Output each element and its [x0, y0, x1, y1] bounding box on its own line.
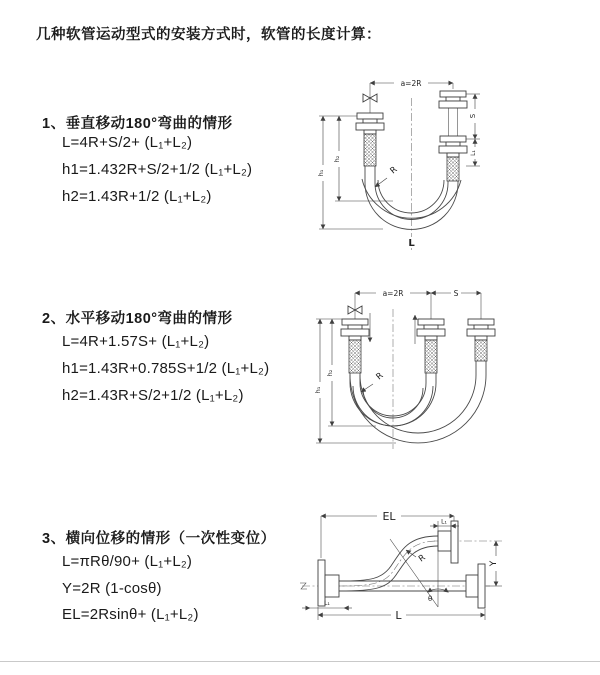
left-union-fitting: [341, 319, 369, 373]
dim-l: [318, 607, 485, 622]
valve-icon: [363, 83, 377, 113]
section-3-title: 3、横向位移的情形（一次性变位）: [42, 531, 276, 547]
section-2-title: 2、水平移动180°弯曲的情形: [42, 311, 233, 327]
length-callout: [406, 237, 417, 249]
radius-label: R: [374, 370, 386, 383]
movement-arrows: [370, 313, 415, 344]
section-2-formula-l: L=4R+1.57S+ (L₁+L₂): [62, 333, 210, 350]
section-1-formula-h2: h2=1.43R+1/2 (L₁+L₂): [62, 188, 212, 205]
page-bottom-rule: [0, 661, 600, 662]
section-3-formula-l: L=πRθ/90+ (L₁+L₂): [62, 553, 193, 570]
radius-callout: [361, 371, 386, 392]
length-label: L: [408, 238, 415, 249]
diagram-lateral-displacement: [296, 503, 566, 645]
radius-label: R: [416, 552, 428, 565]
dim-label-l1-top: L₁: [441, 518, 447, 526]
diagram-horizontal-move-180: [306, 283, 544, 455]
hose-u-bends: [350, 361, 486, 443]
right-flange-displaced: [438, 518, 458, 563]
right-flange-original: [466, 564, 485, 608]
dim-l1-bottom: [302, 600, 352, 608]
doc-title: 几种软管运动型式的安装方式时，软管的长度计算：: [36, 27, 381, 43]
dim-label-a2r: a=2R: [400, 79, 422, 88]
dim-label-l1: L₁: [470, 150, 477, 156]
section-1-formula-h1: h1=1.432R+S/2+1/2 (L₁+L₂): [62, 161, 253, 178]
middle-union-fitting: [417, 319, 445, 373]
dim-label-h1: h₁: [314, 386, 322, 394]
section-1-title: 1、垂直移动180°弯曲的情形: [42, 116, 233, 132]
diagram-vertical-move-180: [313, 68, 525, 258]
dim-s: [431, 289, 481, 320]
dim-label-s: S: [469, 113, 477, 119]
section-3-formula-el: EL=2Rsinθ+ (L₁+L₂): [62, 606, 199, 623]
dim-s: [466, 94, 480, 139]
valve-icon: [348, 293, 362, 319]
dim-el: [321, 510, 454, 558]
dim-label-a2r: a=2R: [382, 289, 404, 298]
radius-label: R: [388, 164, 400, 177]
dim-label-h2: h₂: [326, 369, 334, 377]
section-1-formula-l: L=4R+S/2+ (L₁+L₂): [62, 134, 193, 151]
section-3-formula-y: Y=2R (1-cosθ): [62, 580, 162, 597]
dim-label-l: L: [395, 609, 402, 622]
angle-theta-label: θ: [428, 595, 433, 603]
right-union-fitting: [467, 319, 495, 361]
dim-label-s: S: [453, 289, 459, 298]
dim-a2r: [370, 79, 453, 90]
right-union-fitting-lower: [439, 136, 467, 181]
right-union-fitting-upper: [439, 91, 467, 136]
dim-label-l1-bottom: L₁: [324, 600, 330, 607]
dim-l1: [466, 139, 480, 166]
left-union-fitting: [356, 113, 384, 166]
dim-label-el: EL: [382, 510, 396, 523]
section-2-formula-h2: h2=1.43R+S/2+1/2 (L₁+L₂): [62, 387, 244, 404]
dim-y: [486, 541, 502, 586]
dim-label-h1: h₁: [317, 169, 325, 177]
dim-label-y: Y: [489, 560, 499, 567]
radius-callout: [375, 165, 400, 187]
dim-label-h2: h₂: [333, 155, 341, 163]
section-2-formula-h1: h1=1.43R+0.785S+1/2 (L₁+L₂): [62, 360, 270, 377]
